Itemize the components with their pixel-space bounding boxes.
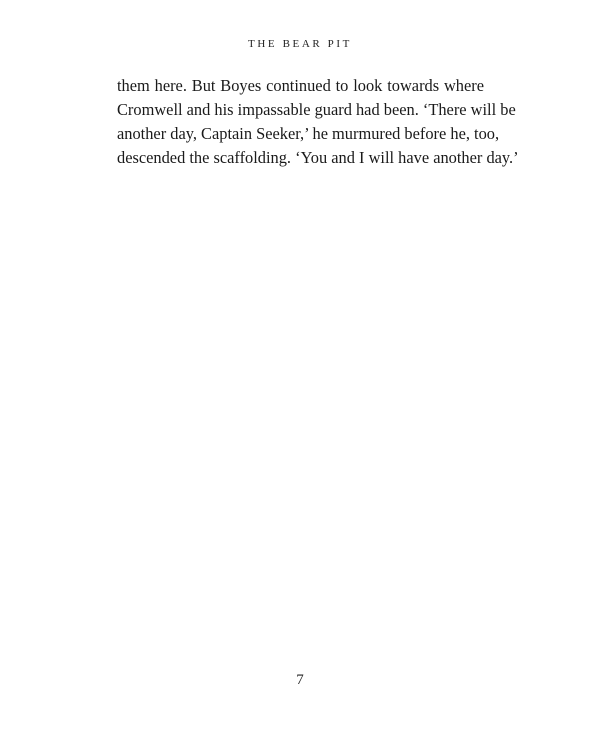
text-line: Cromwell and his impassable guard had been. ‘There will be [117, 100, 516, 119]
running-head: THE BEAR PIT [248, 38, 352, 50]
text-line: them here. But Boyes continued to look towards where [117, 76, 484, 95]
text-line: another day, Captain Seeker,’ he murmured before he, too, [117, 124, 500, 143]
page-number: 7 [296, 672, 304, 688]
body-text [117, 74, 519, 170]
text-line: descended the scaffolding. ‘You and I will have another day.’ [117, 148, 519, 167]
